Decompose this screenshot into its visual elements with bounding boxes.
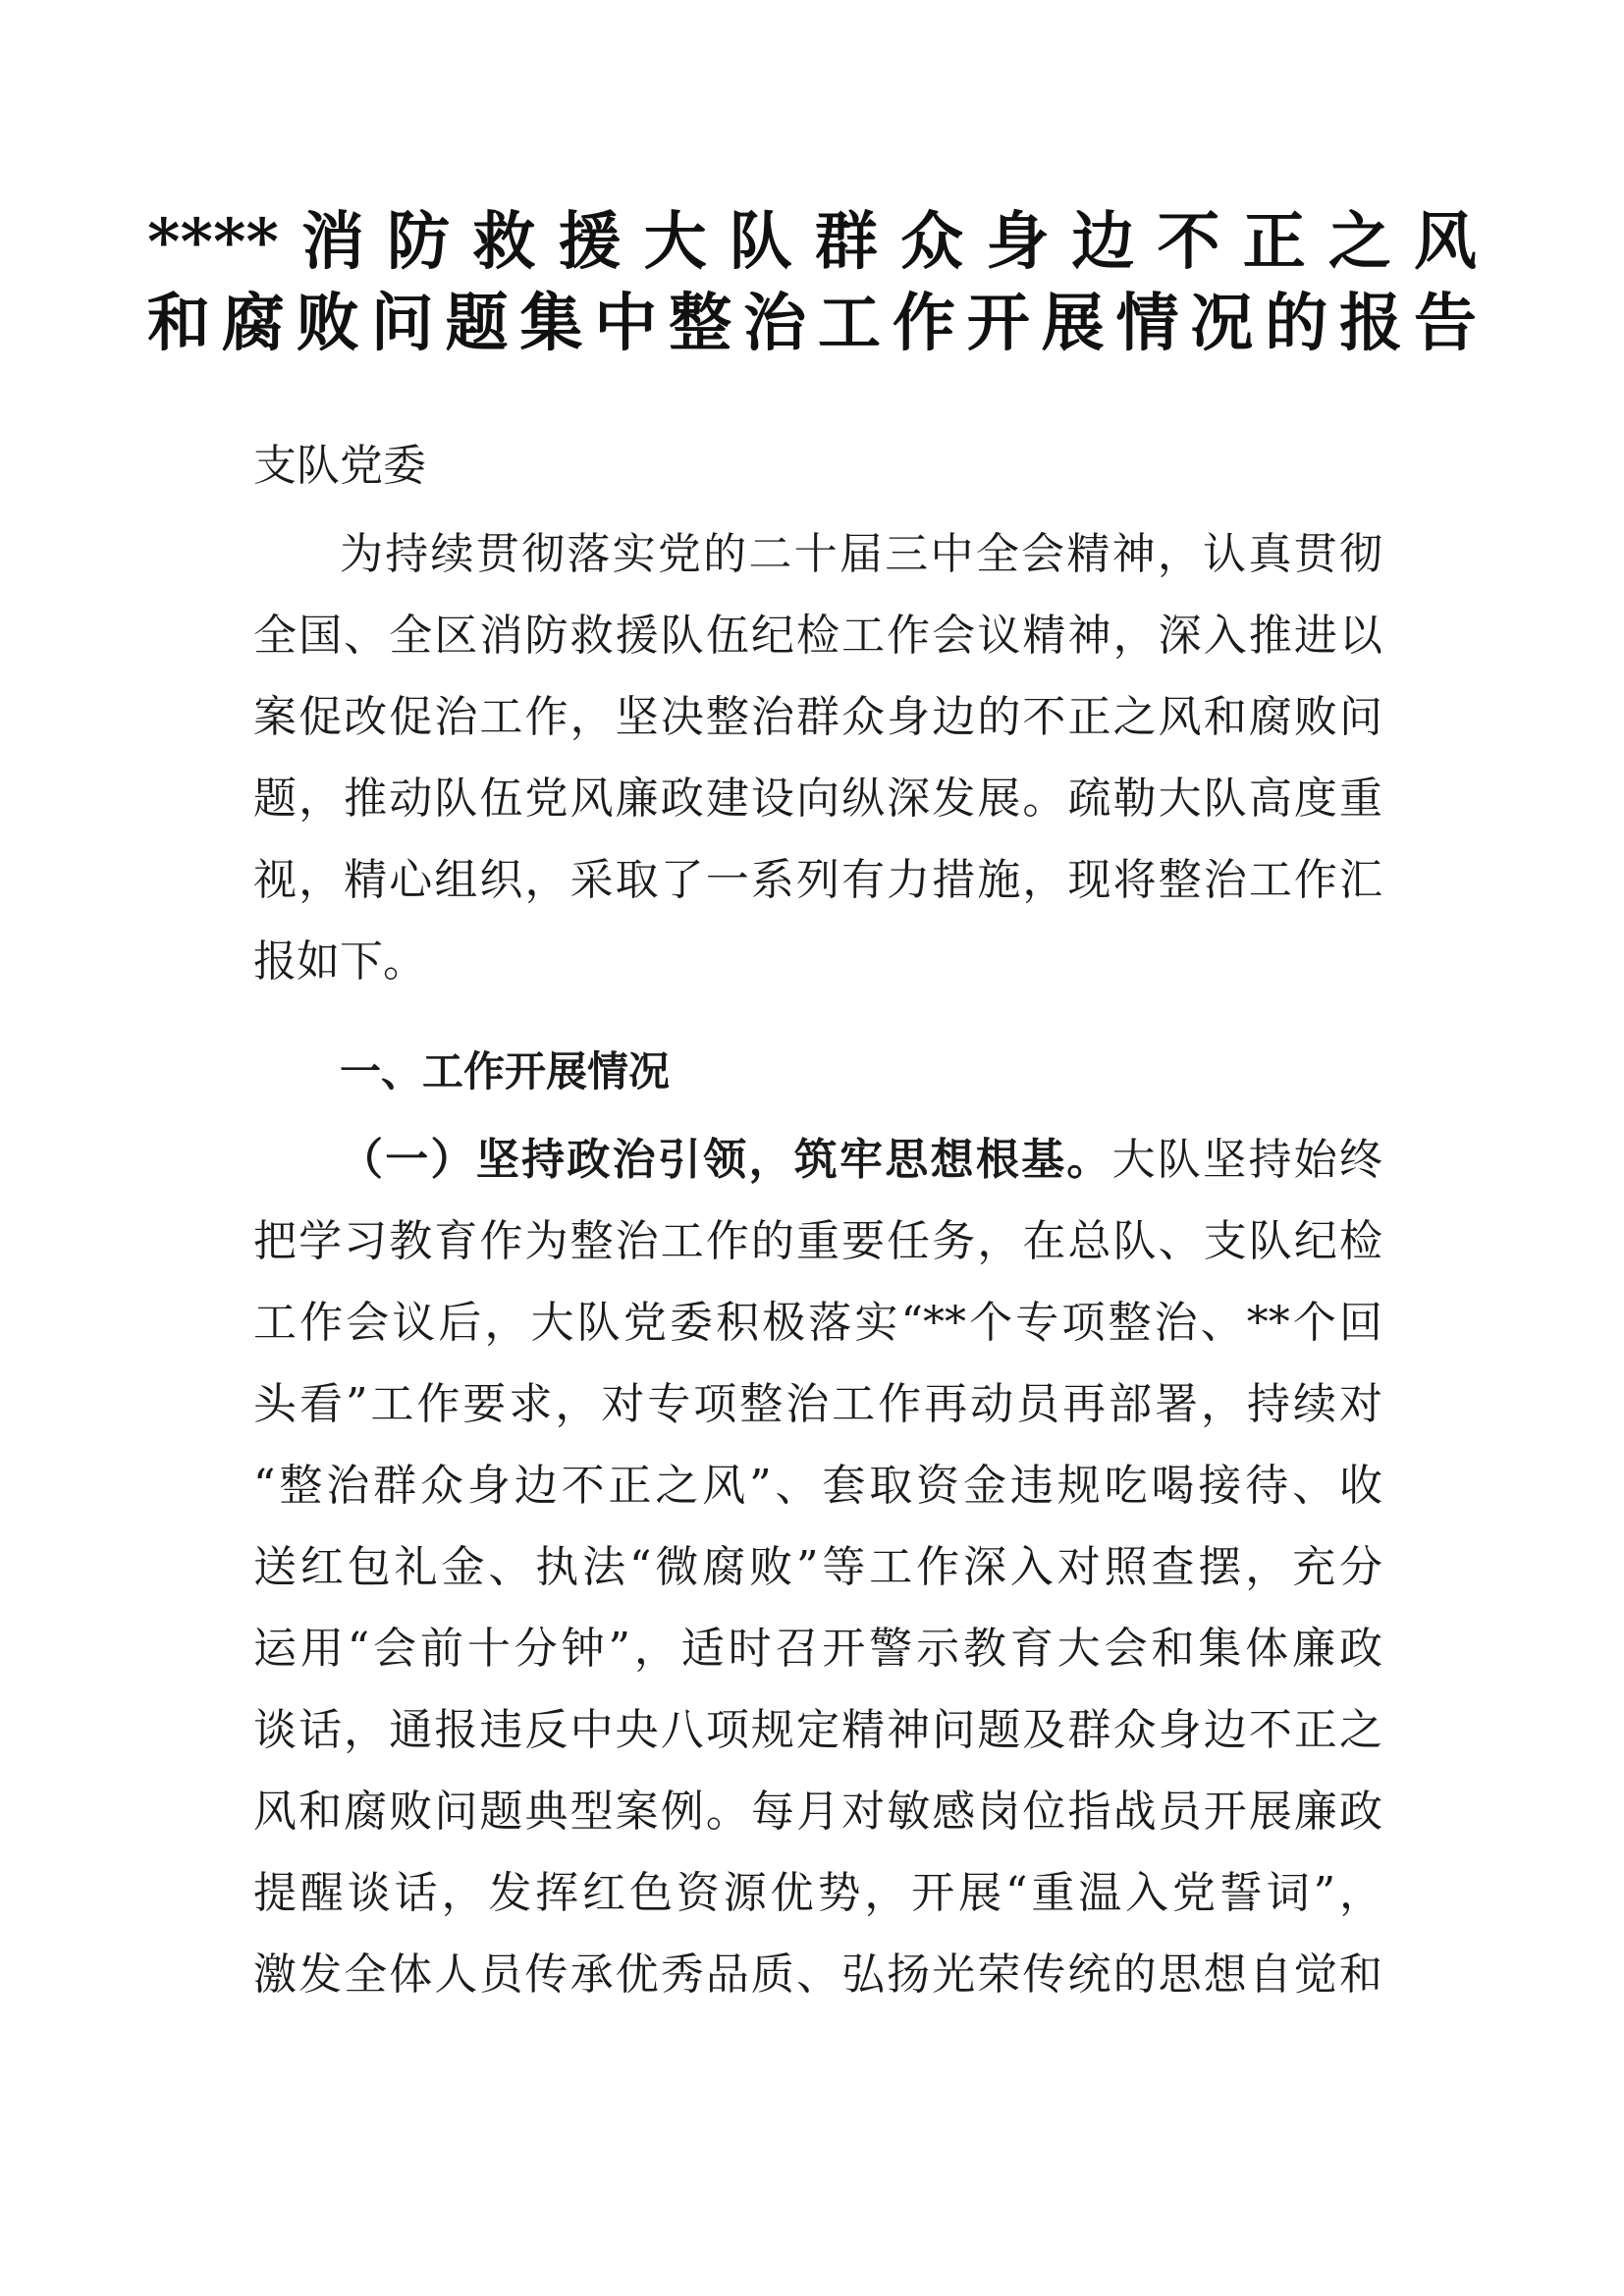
document-title (147, 201, 1477, 364)
section-heading (253, 1031, 1382, 1112)
paragraph-political-guidance (253, 1119, 1382, 2015)
paragraph-line: 风和腐败问题典型案例。每月对敏感岗位指战员开展廉政 (253, 1787, 1382, 1837)
paragraph-line: 视，精心组织，采取了一系列有力措施，现将整治工作汇 (253, 855, 1382, 905)
paragraph-line-rest: 大队坚持始终 (1111, 1135, 1383, 1185)
paragraph-line: 提醒谈话，发挥红色资源优势，开展“重温入党誓词”， (253, 1868, 1382, 1918)
paragraph-line: 为持续贯彻落实党的二十届三中全会精神，认真贯彻 (340, 529, 1382, 579)
paragraph-line: 把学习教育作为整治工作的重要任务，在总队、支队纪检 (253, 1216, 1382, 1266)
paragraph-line: 运用“会前十分钟”，适时召开警示教育大会和集体廉政 (253, 1624, 1382, 1674)
paragraph-intro (253, 513, 1382, 1002)
paragraph-line: 谈话，通报违反中央八项规定精神问题及群众身边不正之 (253, 1705, 1382, 1755)
paragraph-line: 案促改促治工作，坚决整治群众身边的不正之风和腐败问 (253, 692, 1382, 742)
title-line: 和腐败问题集中整治工作开展情况的报告 (147, 287, 1477, 360)
paragraph-line: 报如下。 (253, 936, 426, 987)
addressee-text: 支队党委 (253, 441, 426, 491)
section-heading-text: 一、工作开展情况 (340, 1047, 671, 1095)
paragraph-line: 题，推动队伍党风廉政建设向纵深发展。疏勒大队高度重 (253, 774, 1382, 824)
paragraph-line: 头看”工作要求，对专项整治工作再动员再部署，持续对 (253, 1379, 1382, 1429)
addressee (253, 425, 1382, 507)
paragraph-line (253, 1119, 1382, 1201)
subsection-lead: （一）坚持政治引领，筑牢思想根基。 (340, 1135, 1112, 1185)
paragraph-line: 激发全体人员传承优秀品质、弘扬光荣传统的思想自觉和 (253, 1949, 1382, 2000)
paragraph-line: 全国、全区消防救援队伍纪检工作会议精神，深入推进以 (253, 611, 1382, 661)
paragraph-line: “整治群众身边不正之风”、套取资金违规吃喝接待、收 (253, 1461, 1382, 1511)
paragraph-line: 送红包礼金、执法“微腐败”等工作深入对照查摆，充分 (253, 1542, 1382, 1592)
title-line: ****消防救援大队群众身边不正之风 (147, 205, 1477, 279)
paragraph-line: 工作会议后，大队党委积极落实“**个专项整治、**个回 (253, 1298, 1382, 1348)
